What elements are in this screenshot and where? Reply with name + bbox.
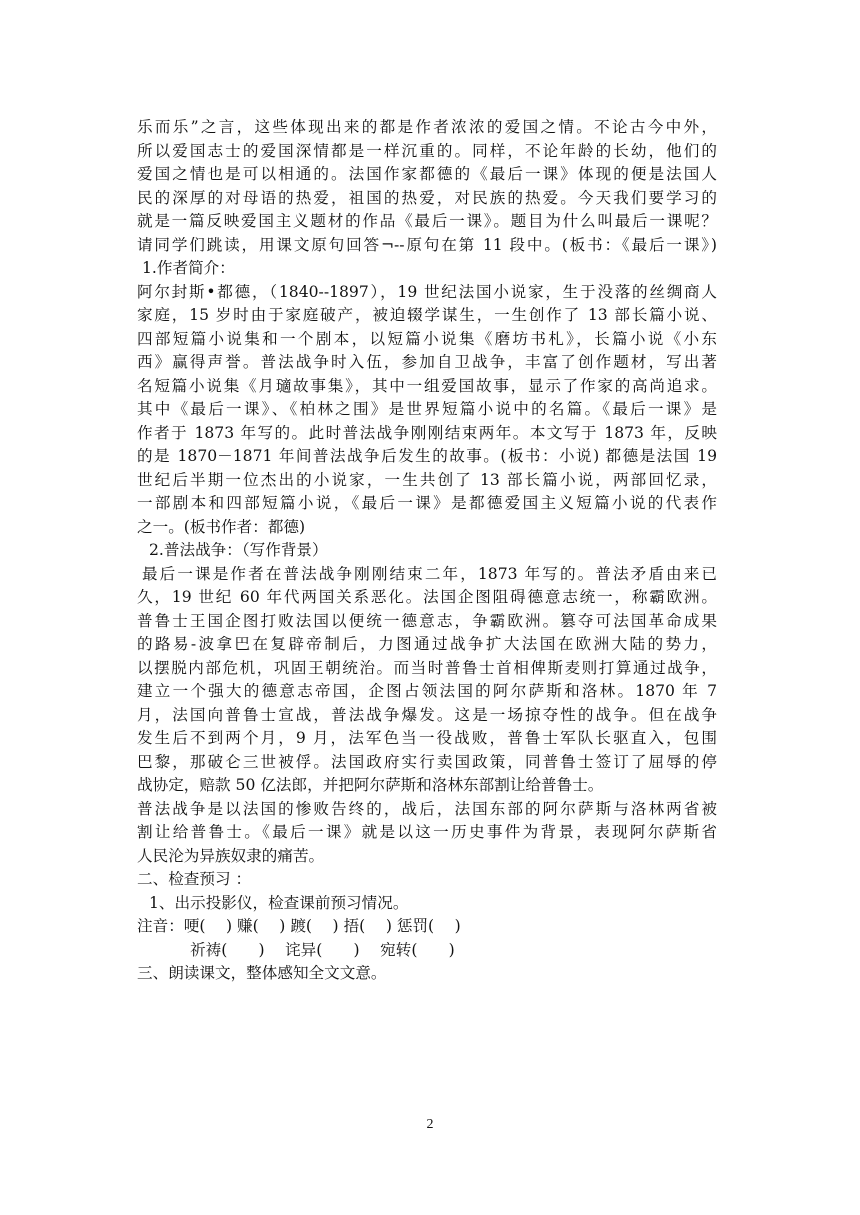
text-line: 就是一篇反映爱国主义题材的作品《最后一课》。题目为什么叫最后一课呢？ [137, 212, 717, 230]
text-line: 作者于 1873 年写的。此时普法战争刚刚结束两年。本文写于 1873 年，反映 [137, 423, 717, 442]
text-line: 战协定，赔款 50 亿法郎，并把阿尔萨斯和洛林东部割让给普鲁士。 [137, 776, 604, 794]
text-line: 普法战争是以法国的惨败告终的，战后，法国东部的阿尔萨斯与洛林两省被 [137, 799, 717, 818]
section-heading: 二、检查预习 ： [137, 870, 252, 888]
text-line: 其中《最后一课》、《柏林之围》是世界短篇小说中的名篇。《最后一课》是 [137, 400, 717, 418]
text-line: 西》赢得声誉。普法战争时入伍，参加自卫战争，丰富了创作题材，写出著 [137, 353, 717, 371]
text-line: 世纪后半期一位杰出的小说家，一生共创了 13 部长篇小说，两部回忆录， [137, 470, 717, 489]
text-line: 普鲁士王国企图打败法国以便统一德意志，争霸欧洲。篡夺可法国革命成果 [137, 611, 717, 630]
page-number: 2 [426, 1117, 434, 1132]
text-line: 请同学们跳读，用课文原句回答¬--原句在第 11 段中。(板书：《最后一课》) [137, 235, 717, 254]
text-line: 一部剧本和四部短篇小说，《最后一课》是都德爱国主义短篇小说的代表作 [137, 494, 717, 512]
text-line: 1、出示投影仪，检查课前预习情况。 [149, 893, 409, 912]
section-heading: 三、朗读课文，整体感知全文文意。 [137, 964, 387, 982]
text-line: 乐而乐”之言，这些体现出来的都是作者浓浓的爱国之情。不论古今中外， [137, 118, 717, 136]
text-line: 的路易-波拿巴在复辟帝制后，力图通过战争扩大法国在欧洲大陆的势力， [137, 635, 717, 653]
section-heading: 1.作者简介： [142, 259, 235, 277]
text-line: 所以爱国志士的爱国深情都是一样沉重的。同样，不论年龄的长幼，他们的 [137, 141, 717, 160]
text-line: 注音：哽( ) 赚( ) 踱( ) 捂( ) 惩罚( ) [137, 917, 461, 935]
text-line: 发生后不到两个月，9 月，法军色当一役战败，普鲁士军队长驱直入，包围 [137, 729, 717, 747]
text-line: 的是 1870－1871 年间普法战争后发生的故事。(板书：小说) 都德是法国 19 [137, 447, 717, 465]
text-line: 巴黎，那破仑三世被俘。法国政府实行卖国政策，同普鲁士签订了屈辱的停 [137, 752, 717, 771]
text-line: 月，法国向普鲁士宣战，普法战争爆发。这是一场掠夺性的战争。但在战争 [137, 705, 717, 724]
text-line: 名短篇小说集《月瓋故事集》，其中一组爱国故事，显示了作家的高尚追求。 [137, 376, 717, 395]
text-line: 以摆脱内部危机，巩固王朝统治。而当时普鲁士首相俾斯麦则打算通过战争， [137, 658, 717, 677]
document-page [137, 116, 717, 986]
text-line: 四部短篇小说集和一个剧本，以短篇小说集《磨坊书札》，长篇小说《小东 [137, 329, 717, 348]
text-line: 爱国之情也是可以相通的。法国作家都德的《最后一课》体现的便是法国人 [137, 165, 717, 183]
text-line: 建立一个强大的德意志帝国，企图占领法国的阿尔萨斯和洛林。1870 年 7 [137, 682, 717, 700]
text-line: 家庭，15 岁时由于家庭破产，被迫辍学谋生，一生创作了 13 部长篇小说、 [137, 306, 717, 324]
text-line: 最后一课是作者在普法战争刚刚结束二年，1873 年写的。普法矛盾由来已 [142, 564, 717, 583]
text-line: 人民沦为异族奴隶的痛苦。 [137, 846, 325, 865]
text-line: 割让给普鲁士。《最后一课》就是以这一历史事件为背景，表现阿尔萨斯省 [137, 823, 717, 841]
text-line: 民的深厚的对母语的热爱，祖国的热爱，对民族的热爱。今天我们要学习的 [137, 188, 717, 207]
text-line: 祈祷( ) 诧异( ) 宛转( ) [190, 940, 455, 959]
section-heading: 2.普法战争：（写作背景） [149, 541, 328, 559]
text-line: 久，19 世纪 60 年代两国关系恶化。法国企图阻碍德意志统一，称霸欧洲。 [137, 588, 717, 606]
text-line: 之一。(板书作者：都德) [137, 517, 306, 536]
text-line: 阿尔封斯•都德，（1840--1897），19 世纪法国小说家，生于没落的丝绸商人 [137, 282, 717, 301]
